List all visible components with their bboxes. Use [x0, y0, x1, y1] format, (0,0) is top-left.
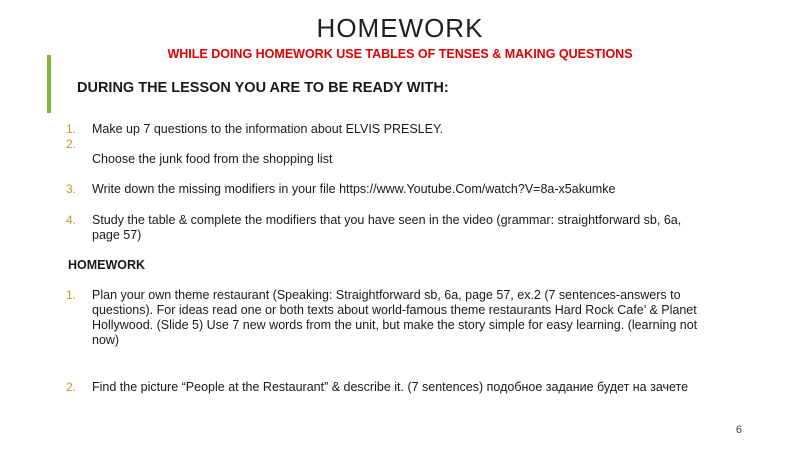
list-number: 2.	[66, 137, 77, 151]
list-text	[92, 137, 756, 152]
list-text: questions). For ideas read one or both texts about world-famous theme restaurants Hard Rock Cafe’ & Planet	[92, 303, 697, 317]
list-text: Write down the missing modifiers in your file https://www.Youtube.Com/watch?V=8a-x5akumke	[92, 182, 616, 196]
list-text: now)	[92, 333, 120, 347]
list-item	[66, 380, 756, 395]
slide-title: HOMEWORK	[316, 13, 484, 43]
homework-heading: HOMEWORK	[68, 258, 146, 272]
list-text: Choose the junk food from the shopping list	[92, 152, 333, 166]
list-number: 3.	[66, 182, 77, 196]
list-number: 2.	[66, 380, 77, 394]
list-item	[66, 122, 756, 137]
list-text: Hollywood. (Slide 5) Use 7 new words from the unit, but make the story simple for easy learning. (learning not	[92, 318, 698, 332]
list-text: page 57)	[92, 228, 142, 242]
slide-subtitle: WHILE DOING HOMEWORK USE TABLES OF TENSES & MAKING QUESTIONS	[167, 47, 633, 61]
list-item	[66, 213, 756, 243]
list-text: Make up 7 questions to the information about ELVIS PRESLEY.	[92, 122, 444, 136]
list-number: 4.	[66, 213, 77, 227]
lesson-heading: DURING THE LESSON YOU ARE TO BE READY WITH:	[77, 80, 449, 96]
list-text: Plan your own theme restaurant (Speaking: Straightforward sb, 6a, page 57, ex.2 (7 sentences-answers to	[92, 288, 681, 302]
list-item	[66, 288, 756, 348]
list-number: 1.	[66, 288, 77, 302]
page-number: 6	[735, 424, 742, 436]
list-item	[66, 137, 756, 167]
list-number: 1.	[66, 122, 77, 136]
accent-line	[47, 55, 51, 113]
list-item	[66, 182, 756, 197]
list-text: Study the table & complete the modifiers that you have seen in the video (grammar: straightforward sb, 6a,	[92, 213, 682, 227]
list-text: Find the picture “People at the Restaurant” & describe it. (7 sentences) подобное задание будет на зачете	[92, 380, 689, 394]
